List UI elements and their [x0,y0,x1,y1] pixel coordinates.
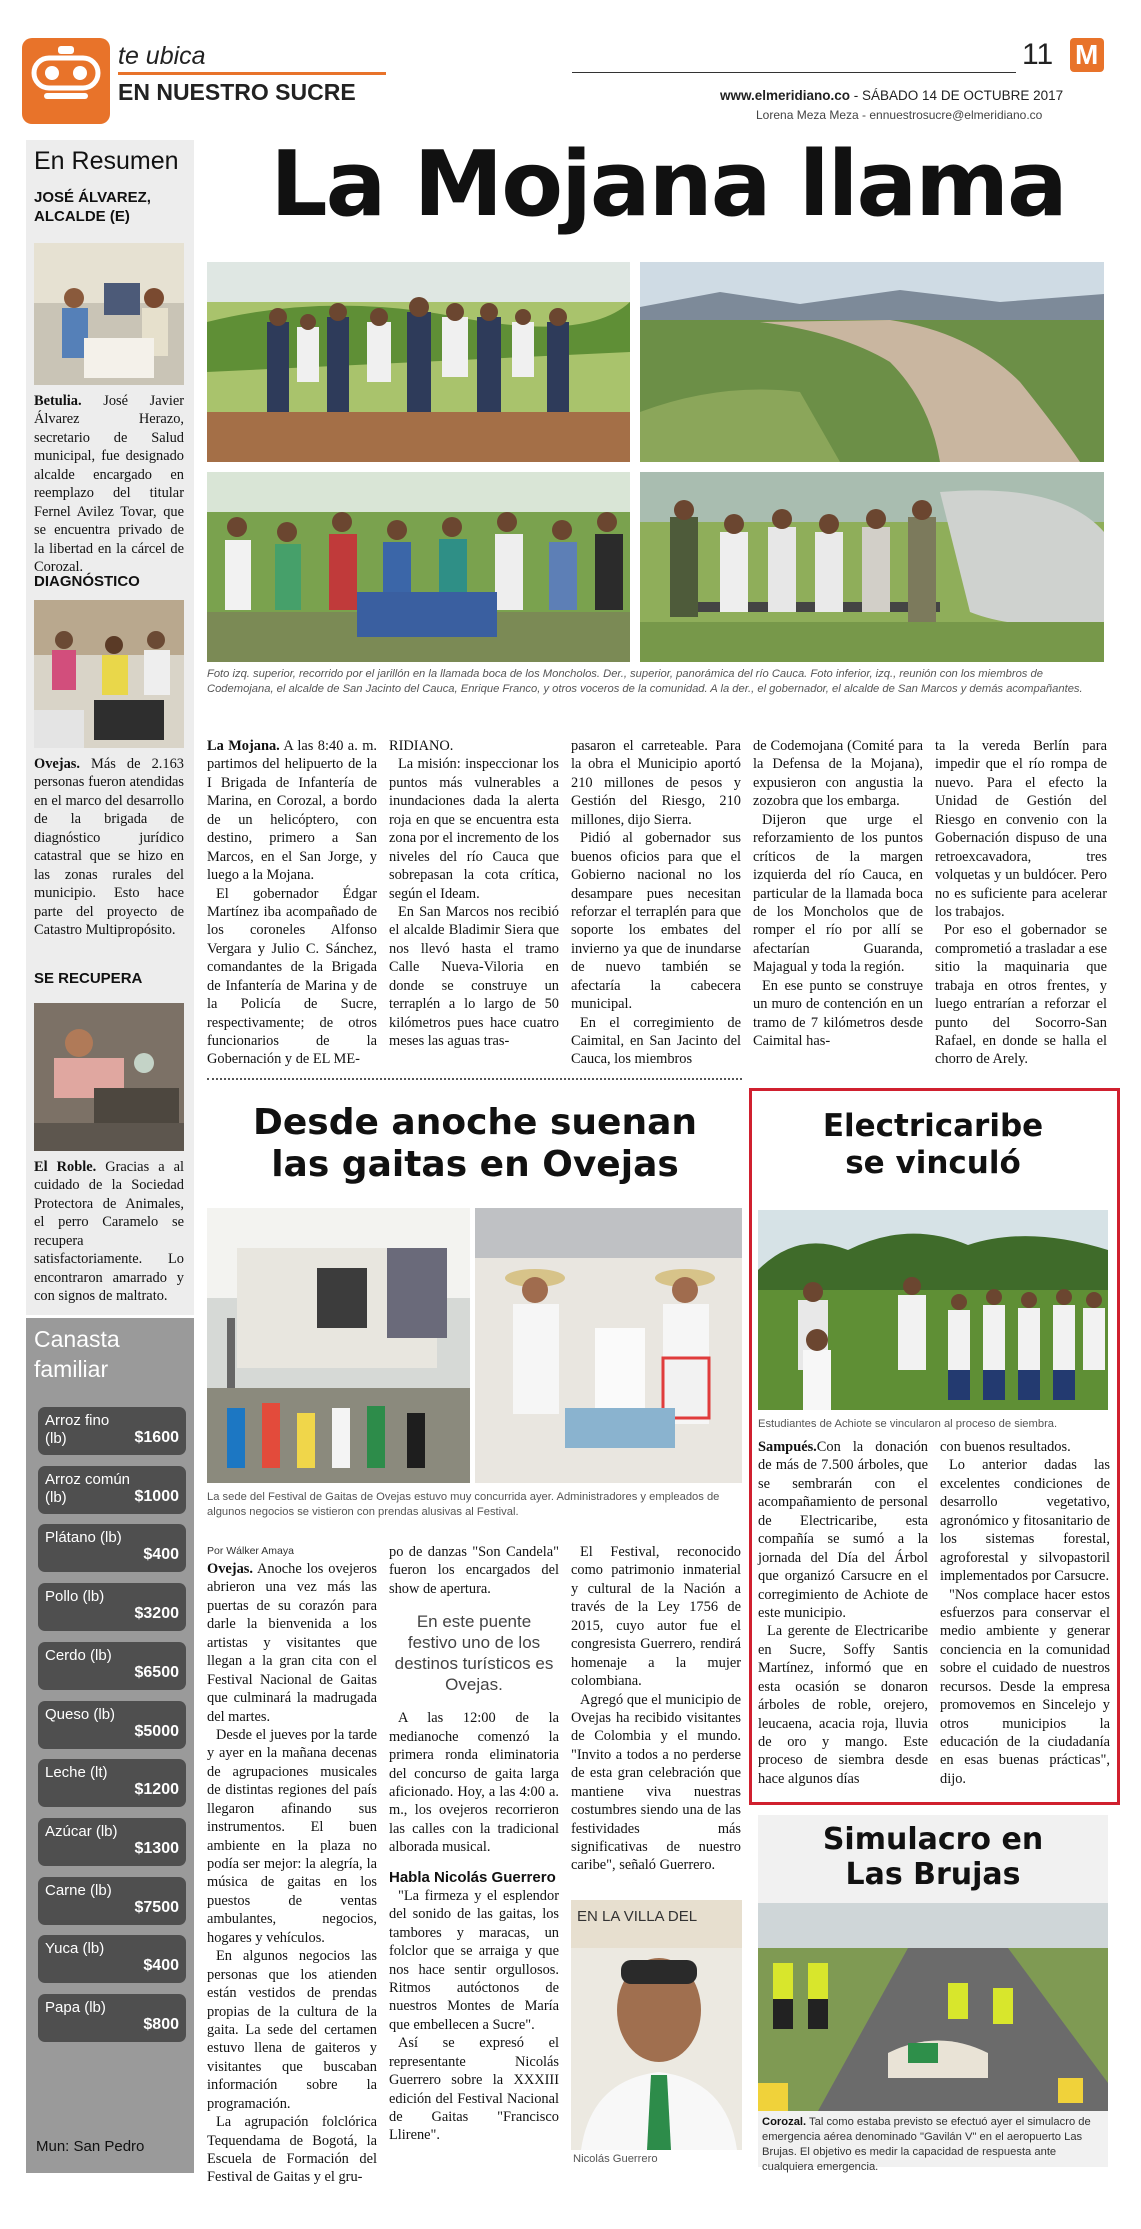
page-number: 11 [1022,38,1054,71]
simulacro-lead: Corozal. [762,2116,807,2128]
sidebar-body-2: Más de 2.163 personas fueron atendidas en el marco del desarrollo de la brigada de diagnóstico jurídico catastral que se hizo en las zonas rurales del municipio. Esto hace parte del proyecto de Catastro Multipropósito. [34,756,184,938]
simulacro-headline [758,1822,1108,1893]
price-item-value: $3200 [134,1605,179,1623]
gaitas-author: Por Wálker Amaya [207,1545,294,1557]
gaitas-headline [207,1102,743,1187]
price-item-name: Queso (lb) [45,1705,116,1723]
electricaribe-col-2 [940,1438,1110,1788]
gaitas-c1-b: Desde el jueves por la tarde y ayer en la mañana decenas de agrupaciones musicales de distintas regiones del país llegaron afinando sus instrumentos. El buen ambiente en la plaza no podía ser mejor: la alegría, la música de gaitas en los puestos de ventas ambulantes, negocios, hogares y vehículos. [207,1726,377,1946]
photo-rio-cauca [640,262,1104,462]
price-item-value: $1000 [134,1487,179,1505]
section-kicker: te ubica [118,42,206,70]
price-item [38,1877,186,1925]
electricaribe-col-1 [758,1438,928,1788]
simulacro-caption [762,2115,1106,2175]
price-item-name: Leche (lt) [45,1764,108,1782]
gaitas-c1-d: La agrupación folclórica Tequendama de Bogotá, la Escuela de Formación del Festival de Gaitas y el gru- [207,2114,377,2186]
photo-codemojana [207,472,630,662]
canasta-title-2: familiar [34,1355,109,1382]
price-item-name: Azúcar (lb) [45,1822,118,1840]
price-item [38,1994,186,2042]
gaitas-col-3 [571,1543,741,1875]
sidebar-body-3: Gracias a al cuidado de la Sociedad Protectora de Animales, el perro Caramelo se recupera satisfactoriamente. Lo encontraron amarrado y con signos de maltrato. [34,1159,184,1305]
canasta-title [34,1325,120,1385]
electricaribe-c2-c: "Nos complace hacer estos esfuerzos para conservar el medio ambiente y generar conciencia en la comunidad sobre el cuidado de nuestros recursos. Desde la empresa promovemos en Sincelejo y otros municipios la educación de la ciudadanía en esas buenas prácticas", dijo. [940,1586,1110,1787]
price-item-value: $1200 [134,1781,179,1799]
photo-perro-caramelo [34,1003,184,1151]
price-item-name: Pollo (lb) [45,1588,105,1606]
price-item [38,1407,186,1455]
price-item-value: $5000 [134,1722,179,1740]
gaitas-c3-b: Agregó que el municipio de Ovejas ha recibido visitantes de Colombia y el mundo. "Invito a todos a no perderse de esta gran celebración que mantiene viva nuestras costumbres siendo una de las festividades más significativas de nuestro caribe", señaló Guerrero. [571,1691,741,1874]
main-lead: La Mojana. [207,738,280,754]
section-logo [22,38,110,124]
portrait-caption: Nicolás Guerrero [573,2153,658,2165]
price-item-name: Plátano (lb) [45,1529,122,1547]
main-col5-a: ta la vereda Berlín para impedir que el río rompa de nuevo. Para el efecto la Unidad de Gestión del Riesgo en convenio con la Gobernación dispuso de una retroexcavadora, tres volquetas y un buldócer. Pero no es suficiente para acelerar los trabajos. [935,738,1107,920]
main-col5-b: Por eso el gobernador se comprometió a trasladar a ese sitio la maquinaria que trabaja en otros frentes, y luego entrarían a reforzar el punto del Socorro-San Rafael, en donde se halla el chorro de Arely. [935,922,1107,1068]
main-col-5 [935,737,1107,1069]
simulacro-headline-2: Las Brujas [845,1857,1021,1893]
price-item [38,1642,186,1690]
canasta-footer: Mun: San Pedro [36,2138,145,2155]
main-photo-caption: Foto izq. superior, recorrido por el jarillón en la llamada boca de los Moncholos. Der., superior, panorámica del río Cauca. Foto inferior, izq., reunión con los miembros de Codemojana, el alcalde de San Jacinto del Cauca, Enrique Franco, y otros voceros de la comunidad. A la der., el gobernador, el alcalde de San Marcos y demás acompañantes. [207,668,1083,696]
sidebar-text-2 [34,755,184,939]
price-item [38,1818,186,1866]
brand-logo-letter: M [1075,39,1099,70]
electricaribe-headline [758,1108,1108,1181]
electricaribe-c2-b: Lo anterior dadas las excelentes condiciones de desarrollo vegetativo, agronómico y fitosanitario de los sistemas forestal, agroforestal y silvopastoril implementados por Carsucre. [940,1457,1110,1585]
price-item-value: $400 [143,1957,179,1975]
main-col1-b: El gobernador Édgar Martínez iba acompañado de los coroneles Alfonso Vergara y Julio C. Sánchez, comandantes de la Brigada de Infantería de Marina y de la Policía de Sucre, respectivamente; de otros funcionarios de la Gobernación y de EL ME- [207,885,377,1068]
price-item-name: Cerdo (lb) [45,1646,112,1664]
sidebar-text-3 [34,1158,184,1306]
price-item [38,1935,186,1983]
dateline [720,88,1063,103]
byline: Lorena Meza Meza - ennuestrosucre@elmeridiano.co [756,108,1043,122]
main-col3-b: Pidió al gobernador sus buenos oficios para que el Gobierno nacional no los desampare pues necesitan reforzar el terraplén para que soporte los embates del invierno ya que de inundarse de nuevo también se afectaría la cabecera municipal. [571,830,741,1013]
price-item-value: $1300 [134,1839,179,1857]
canasta-title-1: Canasta [34,1326,120,1352]
main-col2-c: En San Marcos nos recibió el alcalde Bladimir Siera que nos llevó hasta el tramo Calle Nueva-Viloria en donde se construye un terraplén a lo largo de 50 kilómetros pues hace cuatro meses las aguas tras- [389,903,559,1049]
sidebar-text-1 [34,392,184,576]
sidebar-title: En Resumen [34,147,179,175]
main-col2-a: RIDIANO. [389,738,454,754]
main-col4-c: En ese punto se construye un muro de contención en un tramo de 7 kilómetros desde Caimital has- [753,977,923,1049]
main-col4-b: Dijeron que urge el reforzamiento de los puntos críticos de la margen izquierda del río Cauca, en particular de la llamada boca de los Moncholos que de romper el río por allí se afectarían Guaranda, Majagual y toda la región. [753,811,923,976]
sidebar-lead-1: Betulia. [34,393,82,409]
price-item [38,1466,186,1514]
price-item-value: $800 [143,2016,179,2033]
people-icon [22,38,110,124]
simulacro-headline-1: Simulacro en [822,1822,1044,1857]
price-item-name: Papa (lb) [45,1999,106,2016]
banner-text: EN LA VILLA DEL [577,1908,698,1925]
gaitas-c2-b: A las 12:00 de la medianoche comenzó la primera ronda eliminatoria del concurso de gaita larga aficionado. Hoy, a las 4:00 a. m., los ovejeros recorrieron las calles con la tradicional alborada musical. [389,1710,559,1856]
electricaribe-headline-1: Electricaribe [822,1108,1044,1144]
gaitas-subhead: Habla Nicolás Guerrero [389,1868,556,1886]
gaitas-pullquote: En este puente festivo uno de los destinos turísticos es Ovejas. [394,1612,554,1694]
price-item-value: $6500 [134,1663,179,1681]
gaitas-col-1 [207,1560,377,2187]
main-col-3 [571,737,741,1069]
gaitas-c1-c: En algunos negocios las personas que los atienden están vestidos de prendas propias de la cultura de la gaita. La sede del certamen estuvo llena de gaiteros y visitantes que buscaban información sobre la programación. [207,1948,377,2112]
photo-betulia [34,243,184,385]
photo-estudiantes-achiote [758,1210,1108,1410]
price-item [38,1701,186,1749]
photo-ovejas-brigada [34,600,184,748]
main-col-1 [207,737,377,1069]
price-item [38,1759,186,1807]
photo-simulacro [758,1903,1108,2111]
gaitas-c2-c: "La firmeza y el esplendor del sonido de las gaitas, los tambores y maracas, un folclor que se arraiga y que nos hace sentir orgullosos. Ritmos autóctonos de nuestros Montes de María que embellecen a Sucre". [389,1887,559,2033]
electricaribe-headline-2: se vinculó [845,1144,1021,1181]
gaitas-lead: Ovejas. [207,1561,253,1577]
electricaribe-c1-b: La gerente de Electricaribe en Sucre, Soffy Santis Martínez, informó que en esta ocasión se donaron árboles de roble, orejero, leucaena, acacia roja, lluvia de oro y mango. Este proceso de siembra desde hace algunos días [758,1623,928,1787]
gaitas-headline-2: las gaitas en Ovejas [271,1144,679,1186]
photo-jarillon [207,262,630,462]
price-item-name: Arroz fino (lb) [45,1412,110,1447]
sidebar-body-1: José Javier Álvarez Herazo, secretario de Salud municipal, fue designado alcalde encargado en reemplazo del titular Fernel Avilez Tovar, que se encuentra privado de la libertad en la cárcel de Corozal. [34,393,184,575]
main-col-4 [753,737,923,1050]
main-headline: La Mojana llama [270,132,1066,237]
gaitas-c3-a: El Festival, reconocido como patrimonio inmaterial y cultural de la Nación a través de la Ley 1756 de 2015, cuyo autor fue el congresista Guerrero, rendirá homenaje a la mujer colombiana. [571,1544,741,1690]
photo-nicolas-guerrero [571,1900,742,2150]
sidebar-heading-1: JOSÉ ÁLVAREZ, ALCALDE (E) [34,189,151,225]
photo-helicoptero [640,472,1104,662]
price-item-name: Arroz común (lb) [45,1470,131,1506]
gaitas-c2-d: Así se expresó el representante Nicolás Guerrero sobre la XXXIII edición del Festival Nacional de Gaitas "Francisco Llirene". [389,2035,559,2144]
price-item-name: Carne (lb) [45,1881,112,1899]
main-col3-c: En el corregimiento de Caimital, en San Jacinto del Cauca, los miembros [571,1014,741,1068]
brand-logo [1070,38,1104,72]
sidebar-heading-3: SE RECUPERA [34,970,143,987]
electricaribe-c1-a: Con la donación de más de 7.500 árboles, que se sembrarán con el acompañamiento de personal de Electricaribe, esta compañía se sumó a la jornada del Día del Árbol que organizó Carsucre en el corregimiento de Achiote de este municipio. [758,1439,928,1621]
sidebar-lead-2: Ovejas. [34,756,80,772]
electricaribe-c2-a: con buenos resultados. [940,1439,1071,1455]
gaitas-headline-1: Desde anoche suenan [252,1102,698,1143]
gaitas-col-2 [389,1543,559,2145]
electricaribe-caption: Estudiantes de Achiote se vincularon al proceso de siembra. [758,1418,1058,1430]
sidebar-heading-2: DIAGNÓSTICO [34,573,140,590]
section-divider [207,1078,742,1080]
section-rule [118,72,386,75]
section-title: EN NUESTRO SUCRE [118,79,356,105]
price-item [38,1583,186,1631]
electricaribe-lead: Sampués. [758,1439,817,1455]
price-item [38,1524,186,1572]
main-col-2 [389,737,559,1050]
price-item-name: Yuca (lb) [45,1940,105,1958]
price-item-value: $7500 [134,1898,179,1916]
main-col4-a: de Codemojana (Comité para la Defensa de la Mojana), expusieron con angustia la zozobra que los embarga. [753,738,923,810]
gaitas-c2-a: po de danzas "Son Candela" fueron los encargados del show de apertura. [389,1544,559,1597]
simulacro-caption-text: Tal como estaba previsto se efectuó ayer el simulacro de emergencia aérea denominado "Gavilán V" en el aeropuerto Las Brujas. El objetivo es medir la capacidad de respuesta ante cualquiera emergencia. [762,2116,1091,2174]
website[interactable]: www.elmeridiano.co [720,88,851,103]
photo-sede-festival [207,1208,470,1483]
date: - SÁBADO 14 DE OCTUBRE 2017 [850,88,1064,103]
gaitas-c1-a: Anoche los ovejeros abrieron una vez más las puertas de su corazón para darle la bienvenida a los artistas y visitantes que llegan a la gran cita con el Festival Nacional de Gaitas que culminará la madrugada del martes. [207,1561,377,1725]
header-rule [572,72,1016,73]
sidebar-lead-3: El Roble. [34,1159,97,1175]
photo-sombreros [475,1208,742,1483]
main-col1-a: A las 8:40 a. m. partimos del helipuerto de la I Brigada de Infantería de Marina, en Corozal, a bordo de un helicóptero, con destino, primero a San Marcos, en el San Jorge, y luego a la Mojana. [207,738,377,884]
price-item-value: $1600 [134,1429,179,1446]
main-col2-b: La misión: inspeccionar los puntos más vulnerables a inundaciones dada la alerta roja en que se encuentra esta zona por el incremento de los niveles del río Cauca que sobrepasan la cota crítica, según el Ideam. [389,756,559,902]
price-item-value: $400 [143,1546,179,1564]
main-col3-a: pasaron el carreteable. Para la obra el Municipio aportó 210 millones de pesos y Gestión del Riesgo, 210 millones, dijo Sierra. [571,738,741,828]
gaitas-caption: La sede del Festival de Gaitas de Ovejas estuvo muy concurrida ayer. Administradores y empleados de algunos negocios se vistieron con prendas alusivas al Festival. [207,1491,720,1519]
